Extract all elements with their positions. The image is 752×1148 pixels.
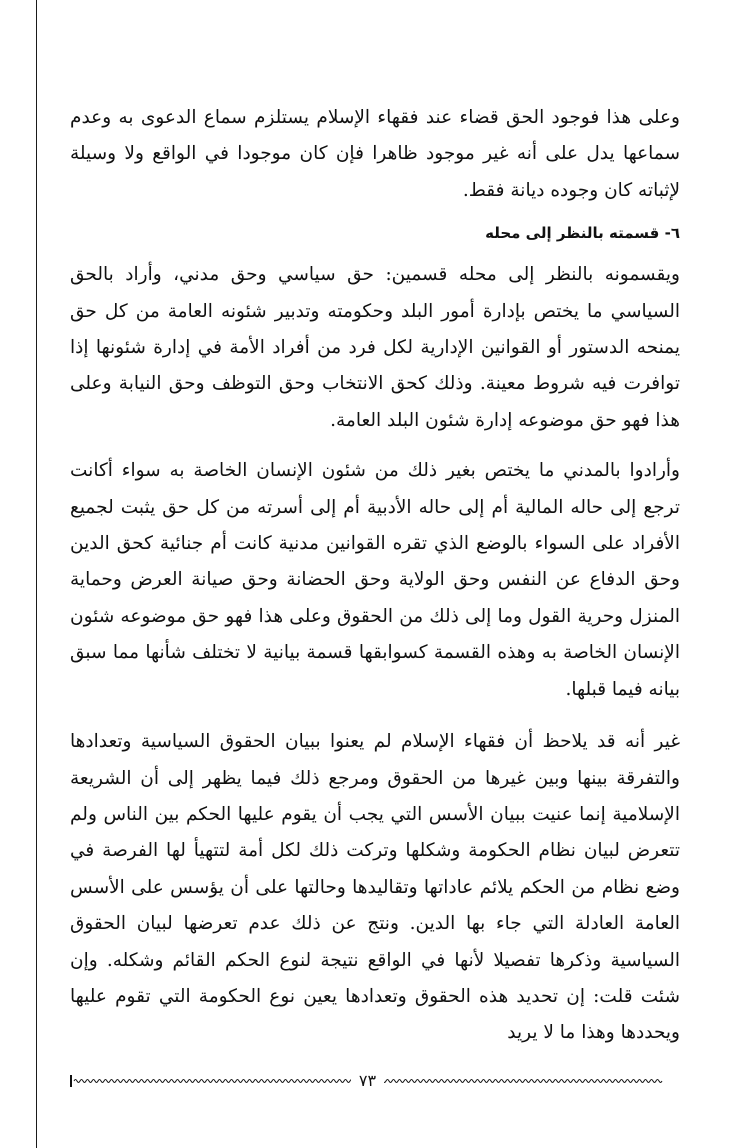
page-content [70,100,680,1052]
paragraph-4: غير أنه قد يلاحظ أن فقهاء الإسلام لم يعنوا ببيان الحقوق السياسية وتعدادها والتفرقة بينها وبين غيرها من الحقوق ومرجع ذلك فيما يظهر إلى أن الشريعة الإسلامية إنما عنيت ببيان الأسس التي يجب أن يقوم عليها الحكم بين الناس ولم تتعرض لبيان نظام الحكومة وشكلها وتركت ذلك لكل أمة لتتهيأ لها الفرصة في وضع نظام من الحكم يلائم عاداتها وتقاليدها وحالتها على أن يؤسس على الأسس العامة العادلة التي جاء بها الدين. ونتج عن ذلك عدم تعرضها لبيان الحقوق السياسية وذكرها تفصيلا لأنها في الواقع نتيجة لنوع الحكم القائم وشكله. وإن شئت قلت: إن تحديد هذه الحقوق وتعدادها يعين نوع الحكومة التي تقوم عليها ويحددها وهذا ما لا يريد [70,731,680,1044]
paragraph-3: وأرادوا بالمدني ما يختص بغير ذلك من شئون الإنسان الخاصة به سواء أكانت ترجع إلى حاله المالية أم إلى حاله الأدبية أم إلى أسرته من كل حق يثبت لجميع الأفراد على السواء بالوضع الذي تقره القوانين مدنية كانت أم جنائية كحق الدين وحق الدفاع عن النفس وحق الولاية وحق الحضانة وحق صيانة العرض وحماية المنزل وحرية القول وما إلى ذلك من الحقوق وعلى هذا فهو حق موضوعه شئون الإنسان الخاصة به وهذه القسمة كسوابقها قسمة بيانية لا تختلف شأنها مما سبق بيانه فيما قبلها. [70,460,680,700]
page-number-wrap [70,1070,665,1092]
paragraph-2: ويقسمونه بالنظر إلى محله قسمين: حق سياسي وحق مدني، وأراد بالحق السياسي ما يختص بإدارة أمور البلد وحكومته وتدبير شئونه العامة من كل حق يمنحه الدستور أو القوانين الإدارية لكل فرد من أفراد الأمة في إدارة شئونها إذا توافرت فيه شروط معينة. وذلك كحق الانتخاب وحق التوظف وحق النيابة وعلى هذا فهو حق موضوعه إدارة شئون البلد العامة. [70,264,680,431]
section-heading: ٦- قسمته بالنظر إلى محله [485,224,680,243]
page-footer [70,1070,665,1092]
paragraph-1: وعلى هذا فوجود الحق قضاء عند فقهاء الإسلام يستلزم سماع الدعوى به وعدم سماعها يدل على أنه غير موجود ظاهرا فإن كان موجودا في الواقع ولا وسيلة لإثباته كان وجوده ديانة فقط. [70,107,680,201]
page-number: ٧٣ [351,1071,384,1090]
page-margin-line [36,0,37,1148]
